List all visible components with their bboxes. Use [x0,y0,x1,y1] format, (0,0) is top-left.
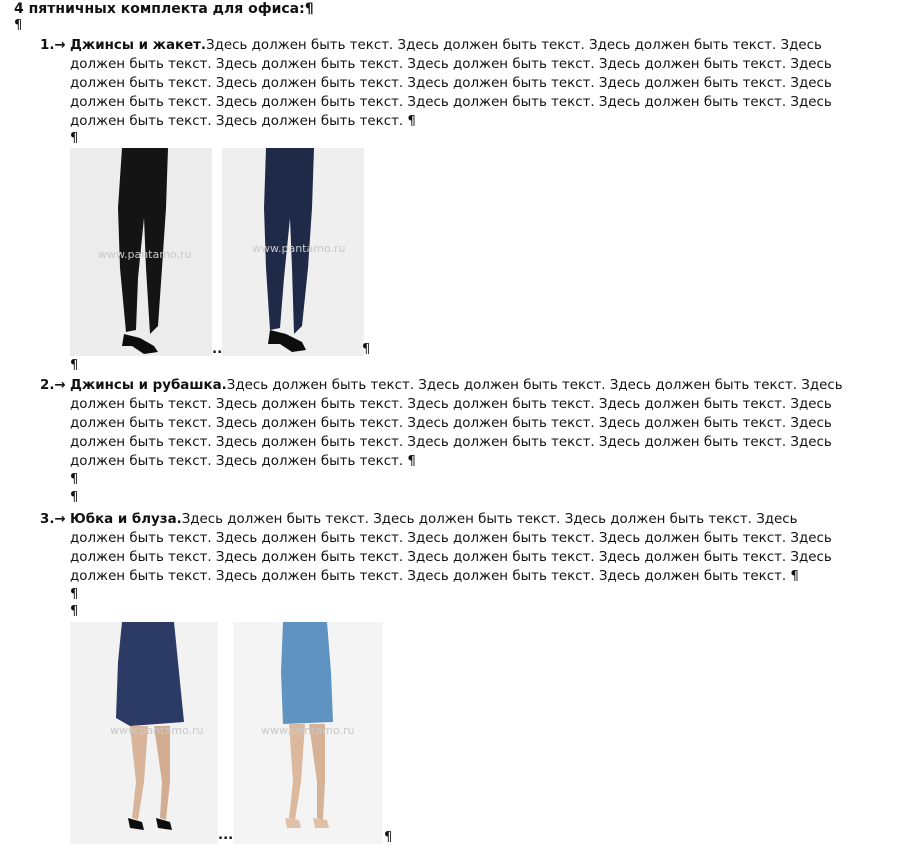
empty-paragraph-mark: ¶ [70,490,79,505]
dark-denim-skirt-image [70,622,218,844]
empty-paragraph-mark: ¶ [384,830,393,845]
list-number-3: 3.→ [40,512,66,527]
dark-blue-jeans-photo [222,148,364,356]
list-item-2-title: Джинсы и рубашка. [70,378,227,393]
black-jeans-image [70,148,212,356]
list-item-3-title: Юбка и блуза. [70,512,182,527]
list-item-3 [70,510,850,586]
watermark-text: www.pantamo.ru [98,248,192,261]
image-row-end-mark: .. [212,342,223,357]
dark-denim-skirt-photo [70,622,218,844]
empty-paragraph-mark: ¶ [14,18,23,33]
light-denim-skirt-image [233,622,383,844]
document-heading: 4 пятничных комплекта для офиса:¶ [14,1,314,17]
empty-paragraph-mark: ¶ [70,358,79,373]
list-item-2 [70,376,850,471]
watermark-text: www.pantamo.ru [110,724,204,737]
empty-paragraph-mark: ¶ [70,472,79,487]
list-number-2: 2.→ [40,378,66,393]
list-item-1-title: Джинсы и жакет. [70,38,207,53]
image-row-end-mark: ... [218,828,234,843]
list-item-2-text: Здесь должен быть текст. Здесь должен быть текст. Здесь должен быть текст. Здесь должен быть текст. Здесь должен быть текст. Здесь должен быть текст. Здесь должен быть текст. Здесь должен быть текст. Здесь должен быть текст. Здесь должен быть текст. Здесь должен быть текст. Здесь должен быть текст. Здесь должен быть текст. Здесь должен быть текст. Здесь должен быть текст. Здесь должен быть текст. Здесь должен быть текст. ¶ [70,378,843,469]
watermark-text: www.pantamo.ru [252,242,346,255]
empty-paragraph-mark: ¶ [70,131,79,146]
empty-paragraph-mark: ¶ [70,604,79,619]
list-item-1-text: Здесь должен быть текст. Здесь должен быть текст. Здесь должен быть текст. Здесь должен быть текст. Здесь должен быть текст. Здесь должен быть текст. Здесь должен быть текст. Здесь должен быть текст. Здесь должен быть текст. Здесь должен быть текст. Здесь должен быть текст. Здесь должен быть текст. Здесь должен быть текст. Здесь должен быть текст. Здесь должен быть текст. Здесь должен быть текст. Здесь должен быть текст. ¶ [70,38,832,129]
list-number-1: 1.→ [40,38,66,53]
watermark-text: www.pantamo.ru [261,724,355,737]
black-jeans-photo [70,148,212,356]
empty-paragraph-mark: ¶ [362,342,371,357]
empty-paragraph-mark: ¶ [70,587,79,602]
list-item-3-text: Здесь должен быть текст. Здесь должен быть текст. Здесь должен быть текст. Здесь должен быть текст. Здесь должен быть текст. Здесь должен быть текст. Здесь должен быть текст. Здесь должен быть текст. Здесь должен быть текст. Здесь должен быть текст. Здесь должен быть текст. Здесь должен быть текст. Здесь должен быть текст. Здесь должен быть текст. Здесь должен быть текст. ¶ [70,512,832,584]
list-item-1 [70,36,850,131]
dark-blue-jeans-image [222,148,364,356]
light-denim-skirt-photo [233,622,383,844]
